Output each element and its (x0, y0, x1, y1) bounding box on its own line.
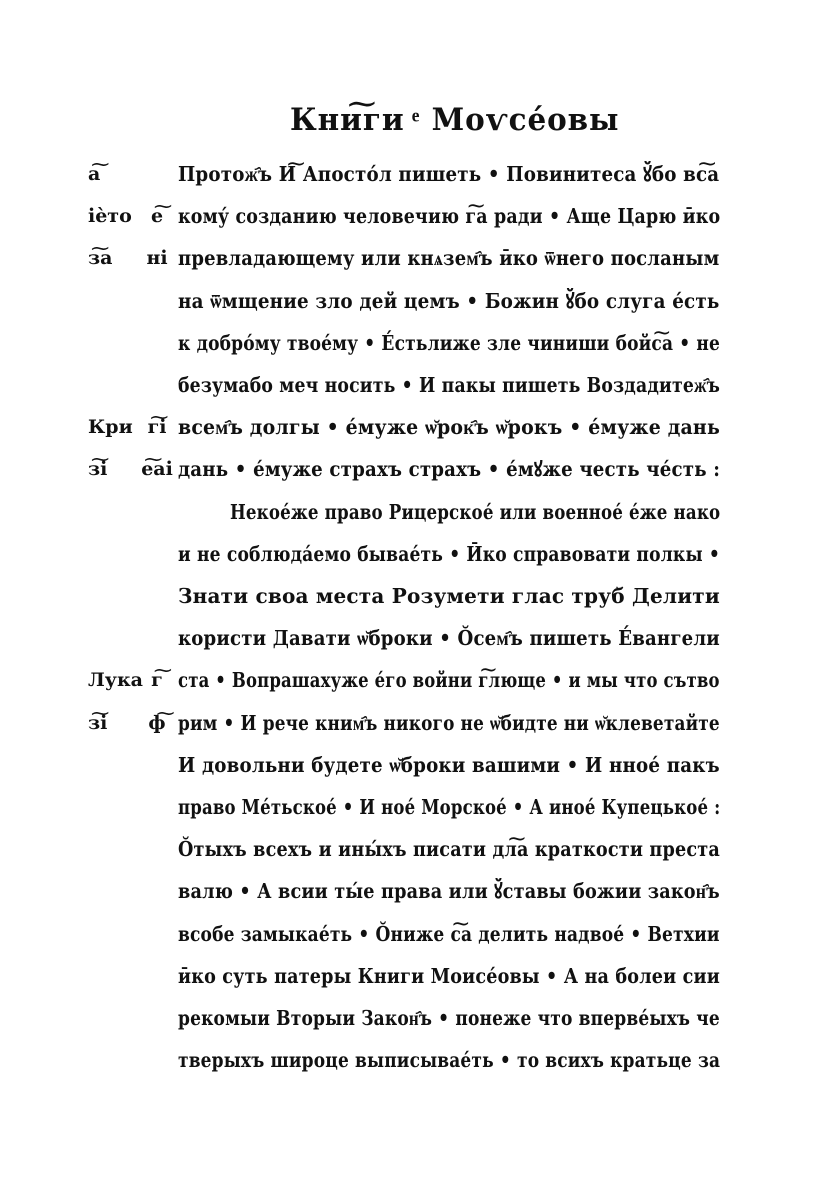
text-line: користи Давати ѡ̆броки • О̆сем҄ъ пишеть Е́вангели (178, 626, 720, 650)
text-line: и не соблюда́емо бывае́ть • Ӣко справовати полкы • (178, 542, 721, 566)
margin-reference: а͠ (88, 163, 101, 185)
margin-verse-number: ні (146, 247, 168, 269)
text-line: право Ме́тьское́ • И ное́ Морское́ • А иное́ Купецькое́ : (178, 795, 721, 819)
text-line: рекомыи Вторыи Закон҄ъ • понеже что вперве́ыхъ че (178, 1006, 720, 1030)
text-line: Протож҄ъ И͠ Апосто́л пишеть • Повинитеса ꙋ̆бо вс͠а (178, 162, 720, 186)
margin-verse-number: е͠ (150, 205, 164, 227)
margin-reference: Лука (88, 669, 143, 691)
text-line: дань • е́муже страхъ страхъ • е́мꙋже честь че́сть : (178, 457, 721, 481)
text-line: всобе замыкае́ть • О̆ниже с͠а делить надвое́ • Ветхии (178, 922, 720, 946)
text-line: Некое́же право Рицерское́ или военное́ е́же нако (230, 500, 721, 524)
margin-reference: з͠а (88, 247, 113, 269)
margin-reference: Кри (88, 416, 133, 438)
text-line: превладающему или кнѧзем҄ъ ӣко ѿнего посланым (178, 246, 720, 270)
margin-reference: з͠і (88, 712, 108, 734)
text-line: ӣко суть патеры Книги Моисе́овы • А на болеи сии (178, 964, 720, 988)
text-line: тверыхъ широце выписывае́ть • то всихъ кратьце за (178, 1048, 721, 1072)
text-line: кому́ созданию человечию г͠а ради • Аще Царю ӣко (178, 204, 721, 228)
margin-reference: з͠і (88, 458, 108, 480)
margin-verse-number: ф͠ (148, 712, 166, 734)
margin-reference: іѐто (88, 205, 132, 227)
text-line: к добро́му твое́му • Е́стьлиже зле чиниши бойс͠а • не (178, 331, 721, 355)
page-title: Кни͠ги ͤ Моѵсе́овы (290, 102, 620, 138)
text-line: О̆тыхъ всехъ и ины́хъ писати дл͠а краткости преста (178, 837, 720, 861)
text-line: ста • Вопрашахуже е́го войни г͠люще • и мы что сътво (178, 668, 720, 692)
text-line: безумабо меч носить • И пакы пишеть Воздадитеж҄ъ (178, 373, 721, 397)
text-line: Знати своа места Розумети глас труб̆ Делити (178, 584, 720, 608)
margin-verse-number: г͠і (147, 416, 167, 438)
text-line: всем҄ъ долгы • е́муже ѡ̆рок҄ъ ѡ̆рокъ • е́муже дань (178, 415, 721, 439)
text-line: И довольни будете ѡ̆броки вашими • И нное́ пакъ (178, 753, 720, 777)
text-line: на ѿмщение зло дей цемъ • Божин ꙋ̆бо слуга е́сть (178, 289, 720, 313)
margin-verse-number: е͠аі (141, 458, 173, 480)
margin-verse-number: г͠ (151, 669, 163, 691)
text-line: валю • А всии ты́е права или ꙋ̆ставы божии закон҄ъ (178, 879, 720, 903)
text-line: рим • И рече кним҄ъ никого не ѡ̆бидте ни ѡ̆клеветайте (178, 711, 720, 735)
